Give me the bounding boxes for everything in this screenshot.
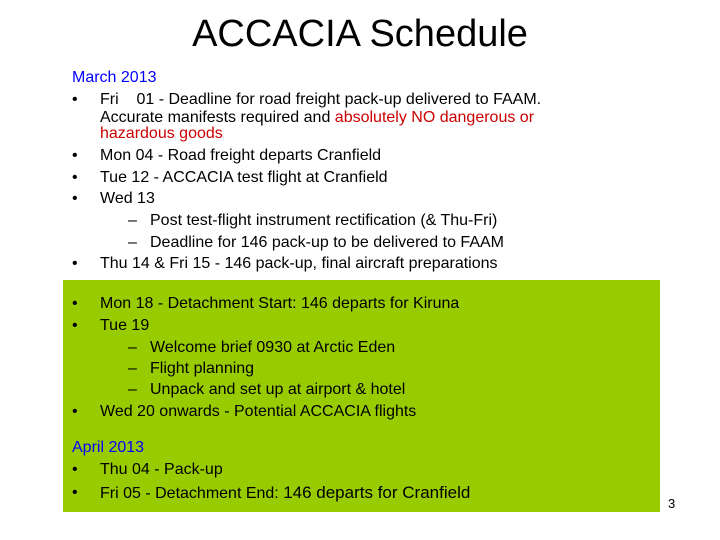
- bullet-dot: •: [72, 295, 78, 312]
- item-text-large: 146 departs for Cranfield: [283, 483, 471, 502]
- dash-marker: –: [128, 360, 137, 377]
- dash-marker: –: [128, 234, 137, 251]
- item-text: Thu 04 - Pack-up: [100, 461, 223, 478]
- sub-item-text: Unpack and set up at airport & hotel: [150, 381, 406, 398]
- month-heading-april: April 2013: [72, 439, 145, 456]
- bullet-dot: •: [72, 484, 78, 501]
- bullet-dot: •: [72, 91, 78, 108]
- sub-item: [128, 380, 405, 400]
- item-text: Thu 14 & Fri 15 - 146 pack-up, final aircraft preparations: [100, 255, 498, 272]
- sub-item: [128, 211, 497, 231]
- warning-text-2: hazardous goods: [100, 125, 223, 142]
- sub-item-text: Flight planning: [150, 360, 255, 377]
- month-heading-march: March 2013: [72, 69, 157, 86]
- date-label: 01: [136, 91, 155, 108]
- item-text: Mon 18 - Detachment Start: 146 departs for Kiruna: [100, 295, 460, 312]
- bullet-dot: •: [72, 403, 78, 420]
- page-number: 3: [668, 496, 676, 511]
- bullet-dot: •: [72, 147, 78, 164]
- sub-item: [128, 338, 395, 358]
- item-text: Wed 13: [100, 190, 155, 207]
- item-text: Wed 20 onwards - Potential ACCACIA flights: [100, 403, 417, 420]
- day-label: Fri: [100, 91, 119, 108]
- item-text: Tue 19: [100, 317, 150, 334]
- item-text: Fri 05 - Detachment End:: [100, 485, 284, 502]
- sub-item-text: Welcome brief 0930 at Arctic Eden: [150, 339, 396, 356]
- bullet-dot: •: [72, 169, 78, 186]
- bullet-dot: •: [72, 190, 78, 207]
- bullet-dot: •: [72, 317, 78, 334]
- item-text: Tue 12 - ACCACIA test flight at Cranfield: [100, 169, 388, 186]
- item-text-line-2: Accurate manifests required and: [100, 109, 335, 126]
- bullet-dot: •: [72, 255, 78, 272]
- sub-item: [128, 359, 254, 379]
- item-text: Mon 04 - Road freight departs Cranfield: [100, 147, 382, 164]
- dash-marker: –: [128, 212, 137, 229]
- slide-title: ACCACIA Schedule: [192, 13, 528, 55]
- sub-item: [128, 233, 504, 253]
- sub-item-text: Post test-flight instrument rectification (& Thu-Fri): [150, 212, 498, 229]
- dash-marker: –: [128, 339, 137, 356]
- warning-text: absolutely NO dangerous or: [334, 109, 535, 126]
- item-text-line-1: - Deadline for road freight pack-up delivered to FAAM.: [158, 91, 542, 108]
- sub-item-text: Deadline for 146 pack-up to be delivered to FAAM: [150, 234, 504, 251]
- dash-marker: –: [128, 381, 137, 398]
- bullet-dot: •: [72, 461, 78, 478]
